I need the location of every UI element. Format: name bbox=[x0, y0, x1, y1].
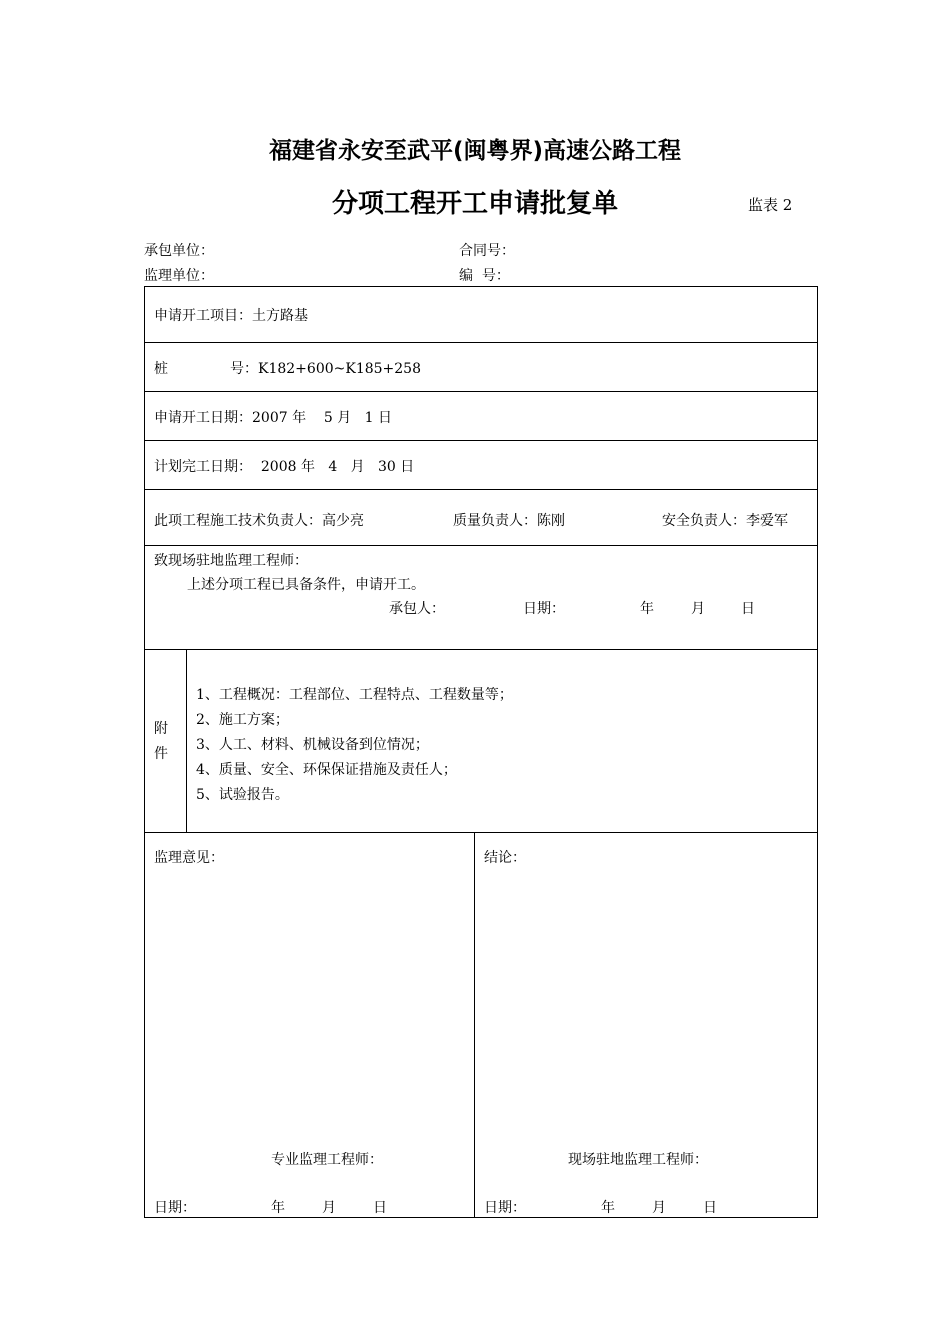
supervisor-label: 监理单位： bbox=[144, 268, 214, 284]
attachments-label-1: 附 bbox=[154, 721, 168, 737]
opinion-divider bbox=[474, 833, 475, 1217]
resident-engineer-label: 现场驻地监理工程师： bbox=[568, 1152, 708, 1168]
project-row bbox=[145, 287, 817, 343]
request-body: 上述分项工程已具备条件，申请开工。 bbox=[187, 577, 425, 593]
station-label: 桩 bbox=[154, 361, 168, 377]
left-day: 日 bbox=[373, 1200, 387, 1216]
start-date-row bbox=[145, 392, 817, 441]
applicant-label: 承包人： bbox=[389, 601, 445, 617]
request-addressee: 致现场驻地监理工程师： bbox=[154, 553, 308, 569]
attachment-item: 4、质量、安全、环保保证措施及责任人； bbox=[196, 762, 457, 778]
request-day: 日 bbox=[741, 601, 755, 617]
project-text: 申请开工项目：土方路基 bbox=[154, 308, 308, 324]
attachment-item: 1、工程概况：工程部位、工程特点、工程数量等； bbox=[196, 687, 513, 703]
quality-lead-text: 质量负责人：陈刚 bbox=[453, 513, 565, 529]
end-date-text: 计划完工日期： 2008 年 4 月 30 日 bbox=[154, 459, 415, 475]
right-date-label: 日期： bbox=[484, 1200, 526, 1216]
station-value: 号：K182+600~K185+258 bbox=[230, 361, 421, 377]
form-number: 监表 2 bbox=[748, 196, 793, 214]
request-year: 年 bbox=[640, 601, 654, 617]
start-date-text: 申请开工日期：2007 年 5 月 1 日 bbox=[154, 410, 392, 426]
attachments-label-2: 件 bbox=[154, 746, 168, 762]
request-date-label: 日期： bbox=[523, 601, 565, 617]
attachments-divider bbox=[186, 650, 187, 832]
contract-no-label: 合同号： bbox=[459, 243, 515, 259]
right-year: 年 bbox=[601, 1200, 615, 1216]
serial-no-label: 编 号： bbox=[459, 268, 510, 284]
attachments-row bbox=[145, 650, 817, 833]
responsible-row bbox=[145, 490, 817, 546]
safety-lead-text: 安全负责人：李爱军 bbox=[662, 513, 788, 529]
left-month: 月 bbox=[322, 1200, 336, 1216]
attachment-item: 3、人工、材料、机械设备到位情况； bbox=[196, 737, 429, 753]
right-month: 月 bbox=[652, 1200, 666, 1216]
supervision-opinion-label: 监理意见： bbox=[154, 850, 224, 866]
conclusion-label: 结论： bbox=[484, 850, 526, 866]
form-title: 分项工程开工申请批复单 bbox=[331, 189, 618, 219]
request-month: 月 bbox=[691, 601, 705, 617]
contractor-label: 承包单位： bbox=[144, 243, 214, 259]
application-form bbox=[144, 286, 818, 1218]
attachment-item: 5、试验报告。 bbox=[196, 787, 289, 803]
specialist-engineer-label: 专业监理工程师： bbox=[271, 1152, 383, 1168]
document-title: 福建省永安至武平(闽粤界)高速公路工程 bbox=[268, 138, 682, 164]
end-date-row bbox=[145, 441, 817, 490]
left-date-label: 日期： bbox=[154, 1200, 196, 1216]
station-row bbox=[145, 343, 817, 392]
left-year: 年 bbox=[271, 1200, 285, 1216]
tech-lead-text: 此项工程施工技术负责人：高少亮 bbox=[154, 513, 364, 529]
request-row bbox=[145, 546, 817, 650]
attachment-item: 2、施工方案； bbox=[196, 712, 289, 728]
right-day: 日 bbox=[703, 1200, 717, 1216]
